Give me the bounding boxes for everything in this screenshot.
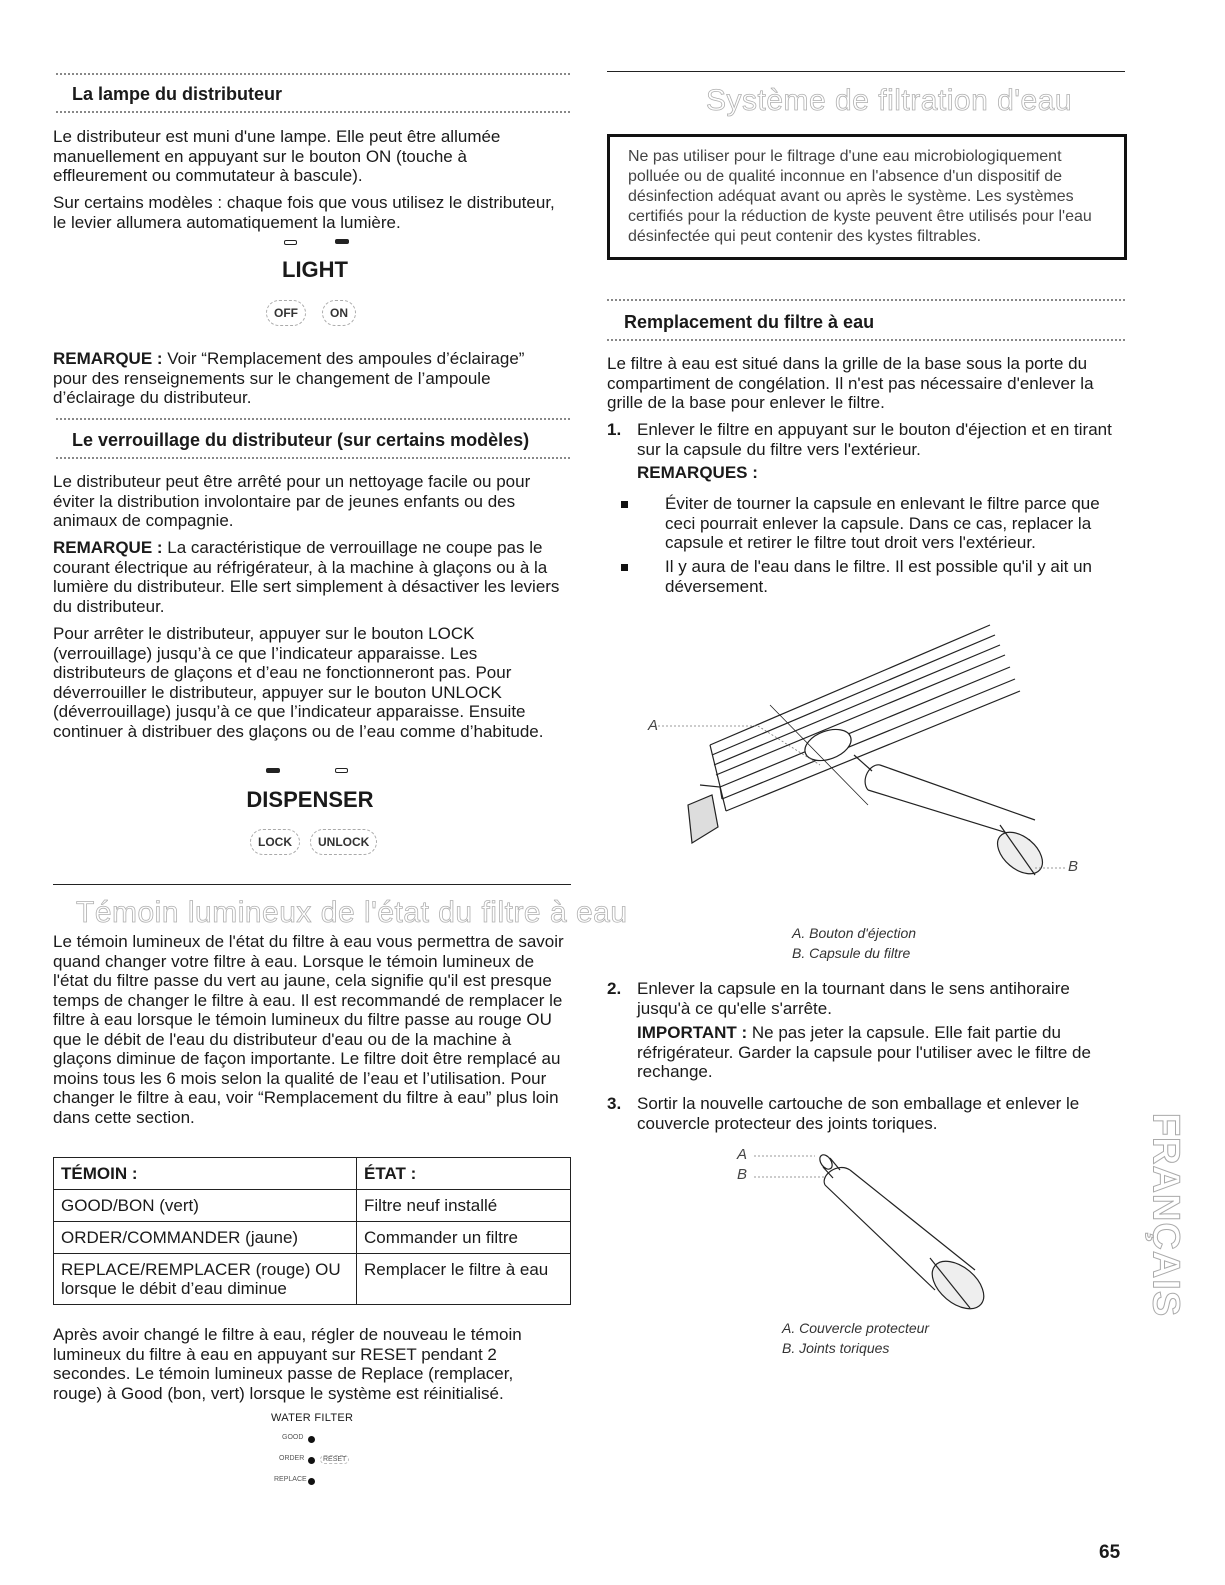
page-number: 65 xyxy=(1099,1542,1121,1563)
section-rule xyxy=(607,71,1125,72)
remark-1: Éviter de tourner la capsule en enlevant le filtre parce que ceci pourrait enlever la capsule. Dans ce cas, replacer la capsule et retirer le filtre tout droit vers l'extérieur. xyxy=(665,494,1100,552)
figure-caption-a: A. Bouton d'éjection xyxy=(792,925,917,941)
indicator-paragraph: Le témoin lumineux de l'état du filtre à eau vous permettra de savoir quand changer votre filtre à eau. Lorsque le témoin lumineux de l'état du filtre passe du vert au jaune, cela signifie qu'il est presque temps de changer le filtre à eau. Il est recommandé de remplacer le filtre à eau lorsque le témoin lumineux du filtre passe au rouge OU que le débit de l'eau du distributeur d'eau ou de la machine à glaçons diminue de façon importante. Le filtre doit être remplacé au moins tous les 6 mois selon la qualité de l’eau et l’utilisation. Pour changer le filtre à eau, voir “Remplacement du filtre à eau” plus loin dans cette section. xyxy=(53,932,564,1127)
off-button: OFF xyxy=(266,300,306,326)
lock-button: LOCK xyxy=(250,829,300,855)
reset-paragraph: Après avoir changé le filtre à eau, régler de nouveau le témoin lumineux du filtre à eau en appuyant sur RESET pendant 2 secondes. Le témoin lumineux passe de Replace (remplacer, rouge) à Good (bon, vert) lorsque le système est réinitialisé. xyxy=(53,1325,522,1403)
divider xyxy=(56,73,570,75)
figure-label-b: B xyxy=(737,1166,748,1183)
lamp-paragraph: Le distributeur est muni d'une lampe. Elle peut être allumée manuellement en appuyant sur le bouton ON (touche à effleurement ou commutateur à bascule). xyxy=(53,127,501,185)
unlock-indicator xyxy=(335,768,348,773)
light-control-title: LIGHT xyxy=(282,257,348,282)
on-indicator xyxy=(335,239,349,244)
lamp-heading: La lampe du distributeur xyxy=(72,84,283,104)
panel-good-label: GOOD xyxy=(282,1434,304,1441)
note-label: REMARQUE : xyxy=(53,538,163,557)
figure-label-a: A xyxy=(648,717,659,734)
lock-paragraph-2: Pour arrêter le distributeur, appuyer sur le bouton LOCK (verrouillage) jusqu’à ce que l’indicateur apparaisse. Les distributeurs de glaçons et d’eau ne fonctionneront pas. Pour déverrouiller le distributeur, appuyer sur le bouton UNLOCK (déverrouillage) jusqu’à ce que l’indicateur apparaisse. Ensuite continuer à distribuer des glaçons ou de l’eau comme d’habitude. xyxy=(53,624,544,741)
important-note xyxy=(637,1023,1119,1082)
cartridge-illustration xyxy=(730,1140,1010,1320)
note-text: La caractéristique de verrouillage ne coupe pas le courant électrique au réfrigérateur, à la machine à glaçons ou à la lumière du distributeur. Elle sert simplement à désactiver les leviers du distributeur. xyxy=(53,538,560,616)
section-rule xyxy=(53,884,571,885)
divider xyxy=(56,418,570,420)
language-side-tab xyxy=(1140,1080,1190,1350)
off-indicator xyxy=(284,240,297,245)
important-label: IMPORTANT : xyxy=(637,1023,748,1042)
lock-note xyxy=(53,538,565,616)
panel-replace-label: REPLACE xyxy=(274,1476,307,1483)
divider xyxy=(607,339,1125,341)
filtration-section-title: Système de filtration d'eau xyxy=(706,84,1073,117)
step-number: 2. xyxy=(607,979,622,998)
figure-caption-b: B. Joints toriques xyxy=(782,1340,890,1356)
divider xyxy=(607,299,1125,301)
step-3-text: Sortir la nouvelle cartouche de son emballage et enlever le couvercle protecteur des joints toriques. xyxy=(637,1094,1080,1133)
lamp-note xyxy=(53,349,563,408)
language-side-tab-label: FRANÇAIS xyxy=(1144,1112,1187,1318)
warning-box: Ne pas utiliser pour le filtrage d'une eau microbiologiquement polluée ou de qualité inconnue en l'absence d'un dispositif de désinfection adéquat avant ou après le système. Les systèmes certifiés pour la réduction de kyste peuvent être utilisés pour l'eau désinfectée qui peut contenir des kystes filtrables. xyxy=(607,134,1127,260)
lamp-paragraph-2: Sur certains modèles : chaque fois que vous utilisez le distributeur, le levier allumera automatiquement la lumière. xyxy=(53,193,555,232)
table-row xyxy=(54,1190,571,1222)
table-header-row xyxy=(54,1158,571,1190)
bullet xyxy=(621,564,628,571)
order-led xyxy=(308,1457,315,1464)
step-number: 1. xyxy=(607,420,622,439)
lock-indicator xyxy=(266,768,280,773)
table-cell: Filtre neuf installé xyxy=(357,1190,571,1222)
reset-button: RESET xyxy=(320,1455,349,1464)
replace-led xyxy=(308,1478,315,1485)
note-label: REMARQUE : xyxy=(53,349,163,368)
table-cell: Remplacer le filtre à eau xyxy=(357,1254,571,1305)
table-cell: Commander un filtre xyxy=(357,1222,571,1254)
table-cell: ORDER/COMMANDER (jaune) xyxy=(54,1222,357,1254)
table-cell: GOOD/BON (vert) xyxy=(54,1190,357,1222)
replace-heading: Remplacement du filtre à eau xyxy=(624,312,875,332)
figure-caption-b: B. Capsule du filtre xyxy=(792,945,911,961)
filter-removal-illustration xyxy=(640,615,1090,915)
note-text: Voir “Remplacement des ampoules d’éclairage” pour des renseignements sur le changement de l’ampoule d’éclairage du distributeur. xyxy=(53,349,525,407)
remarks-label: REMARQUES : xyxy=(637,463,758,482)
on-button: ON xyxy=(322,300,356,326)
figure-label-a: A xyxy=(737,1146,748,1163)
indicator-section-title: Témoin lumineux de l'état du filtre à eau xyxy=(76,896,628,929)
lock-paragraph: Le distributeur peut être arrêté pour un nettoyage facile ou pour éviter la distribution involontaire par de jeunes enfants ou des animaux de compagnie. xyxy=(53,472,531,530)
figure-label-b: B xyxy=(1068,858,1079,875)
replace-paragraph: Le filtre à eau est situé dans la grille de la base sous la porte du compartiment de congélation. Il n'est pas nécessaire d'enlever la grille de la base pour enlever le filtre. xyxy=(607,354,1094,412)
table-row xyxy=(54,1222,571,1254)
step-1-text: Enlever le filtre en appuyant sur le bouton d'éjection et en tirant sur la capsule du filtre vers l'extérieur. xyxy=(637,420,1112,459)
panel-order-label: ORDER xyxy=(279,1455,305,1462)
bullet xyxy=(621,501,628,508)
table-header: ÉTAT : xyxy=(357,1158,571,1190)
panel-title: WATER FILTER xyxy=(271,1412,354,1424)
figure-caption-a: A. Couvercle protecteur xyxy=(782,1320,930,1336)
table-cell: REPLACE/REMPLACER (rouge) OU lorsque le débit d’eau diminue xyxy=(54,1254,357,1305)
good-led xyxy=(308,1436,315,1443)
table-row xyxy=(54,1254,571,1305)
remark-2: Il y aura de l'eau dans le filtre. Il est possible qu'il y ait un déversement. xyxy=(665,557,1093,596)
indicator-table xyxy=(53,1157,571,1305)
unlock-button: UNLOCK xyxy=(310,829,377,855)
table-header: TÉMOIN : xyxy=(54,1158,357,1190)
step-number: 3. xyxy=(607,1094,622,1113)
important-text: Ne pas jeter la capsule. Elle fait partie du réfrigérateur. Garder la capsule pour l'utiliser avec le filtre de rechange. xyxy=(637,1023,1091,1081)
lock-heading: Le verrouillage du distributeur (sur certains modèles) xyxy=(72,430,530,450)
dispenser-control-title: DISPENSER xyxy=(246,787,374,812)
divider xyxy=(56,111,570,113)
step-2-text: Enlever la capsule en la tournant dans le sens antihoraire jusqu'à ce qu'elle s'arrête. xyxy=(637,979,1070,1018)
divider xyxy=(56,457,570,459)
